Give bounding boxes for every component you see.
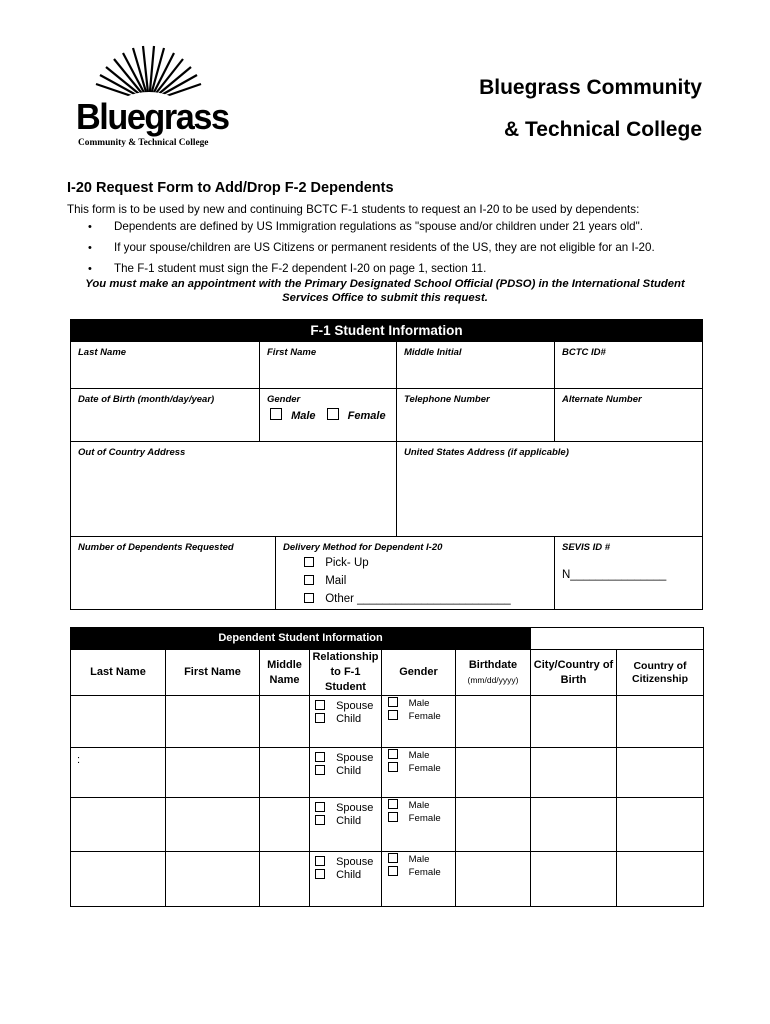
table-row — [71, 748, 704, 798]
male-checkbox[interactable] — [388, 697, 398, 707]
sevis-id-field[interactable] — [555, 537, 703, 610]
spouse-checkbox[interactable] — [315, 856, 325, 866]
male-label: Male — [408, 750, 430, 761]
col-gender: Gender — [382, 650, 456, 696]
dep-middle-name-cell[interactable] — [260, 696, 310, 748]
child-label: Child — [336, 869, 362, 881]
dep-gender-cell — [382, 748, 456, 798]
college-logo — [74, 44, 229, 154]
requirements-list — [88, 219, 655, 282]
child-checkbox[interactable] — [315, 869, 325, 879]
dep-relationship-cell — [310, 748, 382, 798]
telephone-field[interactable] — [397, 389, 555, 442]
dep-gender-cell — [382, 852, 456, 907]
male-checkbox[interactable] — [270, 408, 282, 420]
sunburst-icon — [74, 44, 224, 104]
f1-student-table — [70, 319, 703, 610]
spouse-label: Spouse — [336, 752, 374, 764]
col-birthdate — [456, 650, 531, 696]
male-label: Male — [291, 410, 316, 422]
dep-gender-cell — [382, 696, 456, 748]
other-checkbox[interactable] — [304, 593, 314, 603]
dep-last-name-cell[interactable] — [71, 696, 166, 748]
female-checkbox[interactable] — [388, 710, 398, 720]
male-label: Male — [408, 800, 430, 811]
dep-citizenship-cell[interactable] — [617, 748, 704, 798]
field-label: Telephone Number — [404, 394, 490, 405]
sevis-id-value: N_______________ — [562, 569, 667, 581]
female-label: Female — [408, 763, 441, 774]
male-checkbox[interactable] — [388, 853, 398, 863]
female-checkbox[interactable] — [327, 408, 339, 420]
field-label: United States Address (if applicable) — [404, 447, 569, 458]
spouse-label: Spouse — [336, 856, 374, 868]
dep-first-name-cell[interactable] — [166, 798, 260, 852]
bctc-id-field[interactable] — [555, 342, 703, 389]
other-label: Other ________________________ — [325, 593, 511, 605]
dep-middle-name-cell[interactable] — [260, 748, 310, 798]
field-label: BCTC ID# — [562, 347, 606, 358]
out-of-country-address-field[interactable] — [71, 442, 397, 537]
dep-relationship-cell — [310, 696, 382, 748]
child-checkbox[interactable] — [315, 765, 325, 775]
child-checkbox[interactable] — [315, 815, 325, 825]
field-label: Middle Initial — [404, 347, 462, 358]
female-label: Female — [347, 410, 386, 422]
table-row — [71, 696, 704, 748]
field-label: Delivery Method for Dependent I-20 — [283, 542, 443, 553]
list-item: • If your spouse/children are US Citizens or permanent residents of the US, they are not eligible for an I-20. — [88, 240, 655, 261]
f1-section-header: F-1 Student Information — [71, 320, 703, 342]
male-label: Male — [408, 854, 430, 865]
intro-text: This form is to be used by new and continuing BCTC F-1 students to request an I-20 to be used by dependents: — [67, 203, 640, 216]
dep-city-country-cell[interactable] — [531, 748, 617, 798]
list-item: • The F-1 student must sign the F-2 dependent I-20 on page 1, section 11. — [88, 261, 655, 282]
dep-city-country-cell[interactable] — [531, 696, 617, 748]
col-citizenship: Country of Citizenship — [617, 650, 704, 696]
logo-tagline: Community & Technical College — [78, 138, 209, 148]
male-checkbox[interactable] — [388, 799, 398, 809]
dep-last-name-cell[interactable] — [71, 852, 166, 907]
dep-first-name-cell[interactable] — [166, 748, 260, 798]
dep-birthdate-cell[interactable] — [456, 852, 531, 907]
list-item: • Dependents are defined by US Immigration regulations as "spouse and/or children under 21 years old". — [88, 219, 655, 240]
dep-middle-name-cell[interactable] — [260, 798, 310, 852]
child-label: Child — [336, 713, 362, 725]
num-dependents-field[interactable] — [71, 537, 276, 610]
female-checkbox[interactable] — [388, 812, 398, 822]
table-row — [71, 798, 704, 852]
dep-middle-name-cell[interactable] — [260, 852, 310, 907]
child-label: Child — [336, 765, 362, 777]
dep-citizenship-cell[interactable] — [617, 852, 704, 907]
delivery-method-field — [276, 537, 555, 610]
college-name-line1: Bluegrass Community — [479, 76, 702, 99]
row-mark: : — [77, 754, 81, 766]
col-middle-name: Middle Name — [260, 650, 310, 696]
field-label: First Name — [267, 347, 317, 358]
pickup-label: Pick- Up — [325, 557, 369, 569]
dep-last-name-cell[interactable] — [71, 748, 166, 798]
dependent-student-table — [70, 627, 704, 907]
male-checkbox[interactable] — [388, 749, 398, 759]
first-name-field[interactable] — [260, 342, 397, 389]
female-checkbox[interactable] — [388, 762, 398, 772]
mail-checkbox[interactable] — [304, 575, 314, 585]
field-label: Out of Country Address — [78, 447, 186, 458]
field-label: Alternate Number — [562, 394, 642, 405]
female-label: Female — [408, 711, 441, 722]
dep-birthdate-cell[interactable] — [456, 696, 531, 748]
dep-birthdate-cell[interactable] — [456, 748, 531, 798]
field-label: SEVIS ID # — [562, 542, 611, 553]
dependent-section-header: Dependent Student Information — [71, 628, 531, 650]
field-label: Date of Birth (month/day/year) — [78, 394, 215, 405]
child-label: Child — [336, 815, 362, 827]
dep-last-name-cell[interactable] — [71, 798, 166, 852]
field-label: Number of Dependents Requested — [78, 542, 234, 553]
dep-first-name-cell[interactable] — [166, 696, 260, 748]
dep-citizenship-cell[interactable] — [617, 798, 704, 852]
col-city-country: City/Country of Birth — [531, 650, 617, 696]
gender-field — [260, 389, 397, 442]
spouse-checkbox[interactable] — [315, 752, 325, 762]
dep-first-name-cell[interactable] — [166, 852, 260, 907]
col-first-name: First Name — [166, 650, 260, 696]
dep-citizenship-cell[interactable] — [617, 696, 704, 748]
table-row — [71, 852, 704, 907]
mail-label: Mail — [325, 575, 347, 587]
child-checkbox[interactable] — [315, 713, 325, 723]
pickup-checkbox[interactable] — [304, 557, 314, 567]
form-title: I-20 Request Form to Add/Drop F-2 Dependents — [67, 180, 394, 196]
birthdate-label: Birthdate — [468, 658, 518, 671]
logo-wordmark: Bluegrass — [76, 96, 229, 137]
middle-initial-field[interactable] — [397, 342, 555, 389]
female-label: Female — [408, 813, 441, 824]
spouse-checkbox[interactable] — [315, 700, 325, 710]
female-checkbox[interactable] — [388, 866, 398, 876]
alternate-number-field[interactable] — [555, 389, 703, 442]
college-name-line2: & Technical College — [504, 118, 702, 141]
field-label: Last Name — [78, 347, 127, 358]
dep-relationship-cell — [310, 798, 382, 852]
col-last-name: Last Name — [71, 650, 166, 696]
dep-city-country-cell[interactable] — [531, 798, 617, 852]
last-name-field[interactable] — [71, 342, 260, 389]
col-relationship: Relationship to F-1 Student — [310, 650, 382, 696]
male-label: Male — [408, 698, 430, 709]
spouse-checkbox[interactable] — [315, 802, 325, 812]
dep-gender-cell — [382, 798, 456, 852]
field-label: Gender — [267, 394, 301, 405]
female-label: Female — [408, 867, 441, 878]
spouse-label: Spouse — [336, 700, 374, 712]
spouse-label: Spouse — [336, 802, 374, 814]
dep-birthdate-cell[interactable] — [456, 798, 531, 852]
dep-relationship-cell — [310, 852, 382, 907]
appointment-note: You must make an appointment with the Primary Designated School Official (PDSO) in the International Student Services Office to submit this request. — [85, 278, 685, 304]
dep-city-country-cell[interactable] — [531, 852, 617, 907]
dob-field[interactable] — [71, 389, 260, 442]
header-blank — [531, 628, 704, 650]
birthdate-format: (mm/dd/yyyy) — [467, 674, 519, 685]
us-address-field[interactable] — [397, 442, 703, 537]
